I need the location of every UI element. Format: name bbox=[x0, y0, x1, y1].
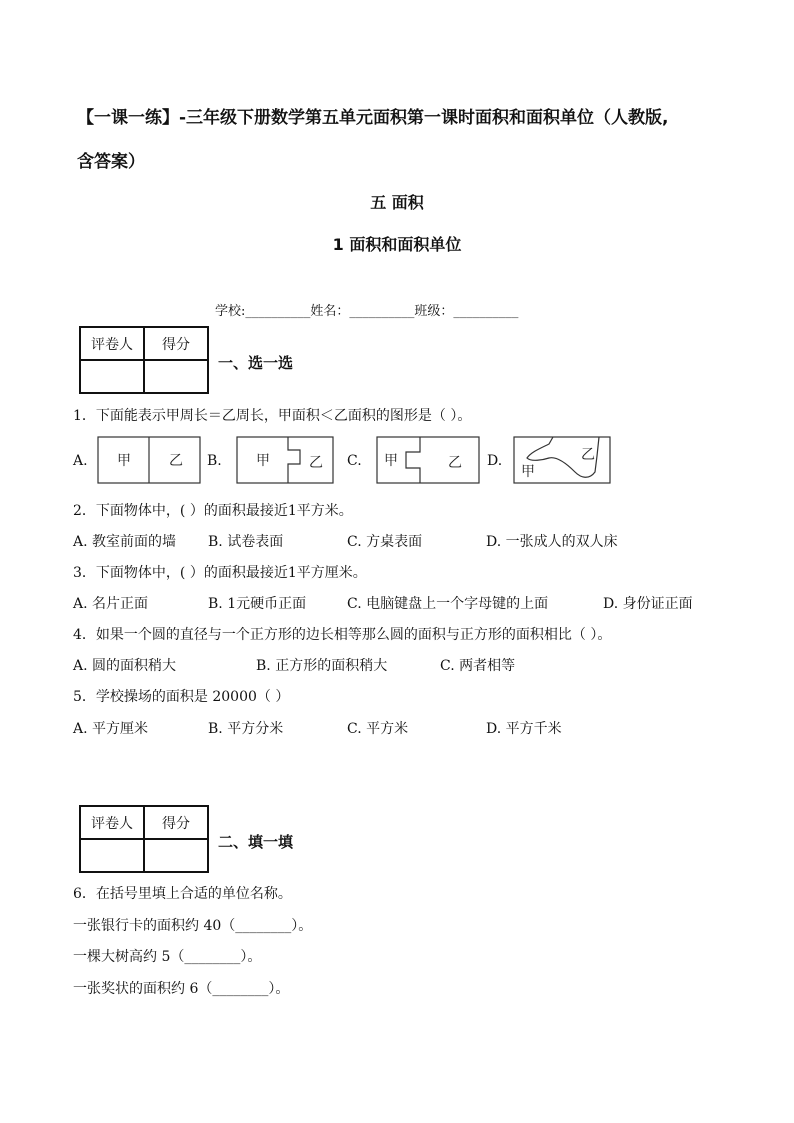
score-table-2-score-cell bbox=[144, 839, 208, 872]
q1-option-b-label: B. bbox=[207, 453, 222, 469]
score-table-2-score-header: 得分 bbox=[144, 806, 208, 839]
figure-d-yi-label: 乙 bbox=[581, 447, 595, 463]
q6-line-2: 一棵大树高约 5（________）。 bbox=[73, 949, 262, 965]
q3-option-c: C. 电脑键盘上一个字母键的上面 bbox=[347, 596, 549, 612]
score-table bbox=[79, 326, 209, 394]
q3-option-b: B. 1元硬币正面 bbox=[208, 596, 307, 612]
q1-figure-a bbox=[97, 436, 201, 484]
q1-option-c-label: C. bbox=[347, 453, 362, 469]
score-table-2 bbox=[79, 805, 209, 873]
q2-option-c: C. 方桌表面 bbox=[347, 534, 423, 550]
student-info-line: 学校:__________姓名：__________班级：__________ bbox=[215, 304, 519, 319]
q5-option-d: D. 平方千米 bbox=[486, 721, 562, 737]
q6-line-1: 一张银行卡的面积约 40（________）。 bbox=[73, 918, 313, 934]
q3-option-a: A. 名片正面 bbox=[73, 596, 149, 612]
question-6-text: 6．在括号里填上合适的单位名称。 bbox=[73, 886, 292, 902]
question-1-text: 1．下面能表示甲周长＝乙周长，甲面积＜乙面积的图形是（ ）。 bbox=[73, 408, 472, 424]
figure-b-jia-label: 甲 bbox=[256, 453, 270, 469]
figure-a-yi-label: 乙 bbox=[169, 453, 183, 469]
score-table-grader-header: 评卷人 bbox=[80, 327, 144, 360]
figure-d-jia-label: 甲 bbox=[521, 464, 535, 480]
q4-option-b: B. 正方形的面积稍大 bbox=[256, 658, 388, 674]
figure-b-yi-label: 乙 bbox=[309, 455, 323, 471]
document-title-line1: 【一课一练】-三年级下册数学第五单元面积第一课时面积和面积单位（人教版, bbox=[77, 108, 669, 128]
section2-label: 二、填一填 bbox=[218, 833, 294, 851]
score-table-2-grader-cell bbox=[80, 839, 144, 872]
score-table-score-cell bbox=[144, 360, 208, 393]
q4-option-a: A. 圆的面积稍大 bbox=[73, 658, 177, 674]
q5-option-b: B. 平方分米 bbox=[208, 721, 284, 737]
score-table-grader-cell bbox=[80, 360, 144, 393]
q3-option-d: D. 身份证正面 bbox=[603, 596, 693, 612]
document-title-line2: 含答案） bbox=[77, 152, 145, 172]
q2-option-d: D. 一张成人的双人床 bbox=[486, 534, 618, 550]
q1-figure-b bbox=[236, 436, 334, 484]
q5-option-a: A. 平方厘米 bbox=[73, 721, 149, 737]
q1-figure-d bbox=[513, 436, 611, 484]
q2-option-a: A. 教室前面的墙 bbox=[73, 534, 177, 550]
q4-option-c: C. 两者相等 bbox=[440, 658, 516, 674]
q2-option-b: B. 试卷表面 bbox=[208, 534, 284, 550]
q1-option-d-label: D. bbox=[487, 453, 503, 469]
unit-heading: 五 面积 bbox=[370, 193, 424, 212]
lesson-heading: 1 面积和面积单位 bbox=[332, 235, 462, 254]
q5-option-c: C. 平方米 bbox=[347, 721, 409, 737]
figure-a-jia-label: 甲 bbox=[117, 453, 131, 469]
question-4-text: 4．如果一个圆的直径与一个正方形的边长相等那么圆的面积与正方形的面积相比（ ）。 bbox=[73, 627, 612, 643]
q1-figure-c bbox=[376, 436, 480, 484]
q1-option-a-label: A. bbox=[73, 453, 88, 469]
question-3-text: 3．下面物体中，( ）的面积最接近1平方厘米。 bbox=[73, 565, 367, 581]
question-2-text: 2．下面物体中，( ）的面积最接近1平方米。 bbox=[73, 503, 353, 519]
question-5-text: 5．学校操场的面积是 20000（ ） bbox=[73, 689, 290, 705]
section1-label: 一、选一选 bbox=[218, 354, 294, 372]
figure-c-yi-label: 乙 bbox=[448, 455, 462, 471]
q6-line-3: 一张奖状的面积约 6（________）。 bbox=[73, 981, 290, 997]
score-table-2-grader-header: 评卷人 bbox=[80, 806, 144, 839]
figure-c-jia-label: 甲 bbox=[384, 453, 398, 469]
score-table-score-header: 得分 bbox=[144, 327, 208, 360]
